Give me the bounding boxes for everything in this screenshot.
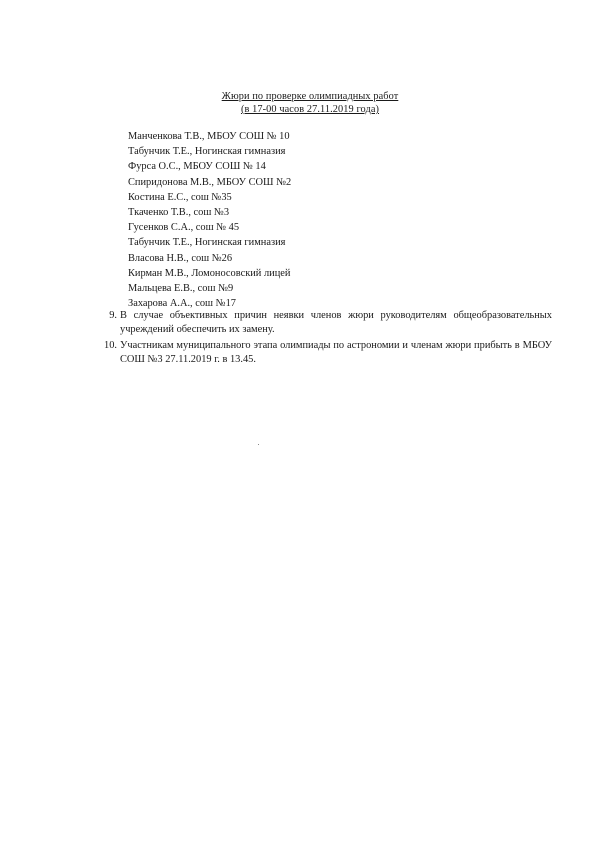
jury-member: Манченкова Т.В., МБОУ СОШ № 10 [128,131,290,142]
scan-speck [258,444,259,445]
jury-member: Захарова А.А., сош №17 [128,298,236,310]
jury-member: Власова Н.В., сош №26 [128,252,233,264]
jury-member: Кирман М.В., Ломоносовский лицей [128,267,291,279]
jury-member: Ткаченко Т.В., сош №3 [128,207,230,219]
jury-member: Спиридонова М.В., МБОУ СОШ №2 [128,176,292,188]
item-number: 10. [104,340,117,351]
jury-member: Табунчик Т.Е., Ногинская гимназия [128,237,286,249]
item-text: Участникам муниципального этапа олимпиады по астрономии и членам жюри прибыть в МБОУ СОШ №3 27.11.2019 г. в 13.45. [120,340,552,365]
item-number: 9. [109,310,117,321]
heading-time: (в 17-00 часов 27.11.2019 года) [240,104,380,115]
jury-member: Костина Е.С., сош №35 [128,191,232,203]
jury-heading [0,90,595,116]
jury-member: Гусенков С.А., сош № 45 [128,222,240,234]
item-text: В случае объективных причин неявки членов жюри руководителям общеобразовательных учреждений обеспечить их замену. [120,310,552,335]
jury-member: Табунчик Т.Е., Ногинская гимназия [128,146,286,158]
numbered-items [100,309,552,369]
jury-list [128,129,291,311]
jury-member: Фурса О.С., МБОУ СОШ № 14 [128,161,266,173]
jury-member: Мальцева Е.В., сош №9 [128,283,234,295]
heading-title: Жюри по проверке олимпиадных работ [221,91,399,102]
item-9 [100,309,552,336]
item-10 [100,339,552,366]
